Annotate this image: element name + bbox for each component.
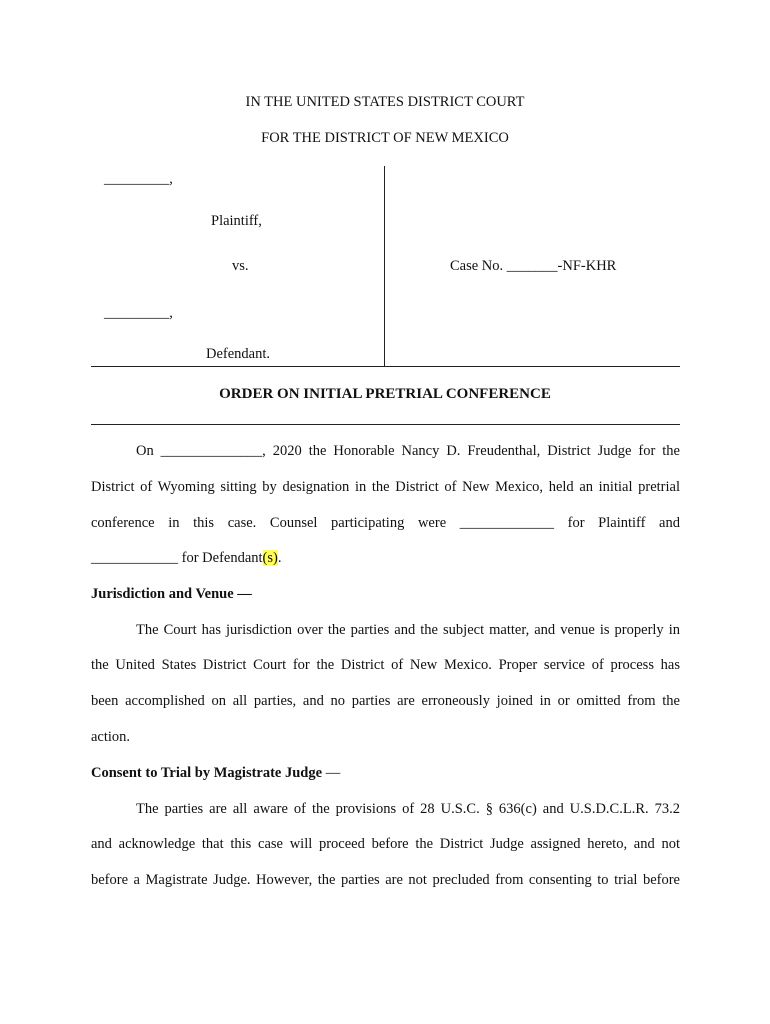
consent-heading-text: Consent to Trial by Magistrate Judge <box>91 765 323 781</box>
caption-divider-vertical <box>384 166 385 366</box>
court-name: IN THE UNITED STATES DISTRICT COURT <box>245 94 525 110</box>
intro-line-3: conference in this case. Counsel participating were _____________ for Plaintiff and <box>91 515 680 531</box>
court-district: FOR THE DISTRICT OF NEW MEXICO <box>261 130 509 146</box>
jurisdiction-heading: Jurisdiction and Venue — <box>91 586 252 602</box>
highlight-mark: (s) <box>262 550 278 566</box>
intro-line-1: On ______________, 2020 the Honorable Nancy D. Freudenthal, District Judge for the <box>136 443 680 459</box>
intro-line-4 <box>91 550 281 567</box>
defendant-label: Defendant. <box>206 346 271 362</box>
jurisdiction-line-2: the United States District Court for the District of New Mexico. Proper service of process has <box>91 657 680 673</box>
intro-line-4-suffix: . <box>277 550 282 566</box>
plaintiff-label: Plaintiff, <box>211 213 262 229</box>
consent-heading <box>91 765 340 782</box>
jurisdiction-line-1: The Court has jurisdiction over the parties and the subject matter, and venue is properly in <box>136 622 680 638</box>
consent-heading-dash: — <box>322 765 341 781</box>
versus-label: vs. <box>232 258 249 274</box>
intro-line-2: District of Wyoming sitting by designation in the District of New Mexico, held an initial pretrial <box>91 479 680 495</box>
case-number: Case No. _______-NF-KHR <box>450 258 617 274</box>
consent-line-3: before a Magistrate Judge. However, the parties are not precluded from consenting to trial before <box>91 872 680 888</box>
consent-line-1: The parties are all aware of the provisions of 28 U.S.C. § 636(c) and U.S.D.C.L.R. 73.2 <box>136 801 680 817</box>
defendant-name-blank: _________, <box>104 305 173 321</box>
title-underline <box>91 424 680 425</box>
caption-divider-horizontal <box>91 366 680 367</box>
order-title: ORDER ON INITIAL PRETRIAL CONFERENCE <box>219 386 551 402</box>
plaintiff-name-blank: _________, <box>104 171 173 187</box>
consent-line-2: and acknowledge that this case will proceed before the District Judge assigned hereto, and not <box>91 836 680 852</box>
intro-line-4-prefix: ____________ for Defendant <box>91 550 263 566</box>
jurisdiction-line-3: been accomplished on all parties, and no parties are erroneously joined in or omitted from the <box>91 693 680 709</box>
jurisdiction-line-4: action. <box>91 729 131 745</box>
